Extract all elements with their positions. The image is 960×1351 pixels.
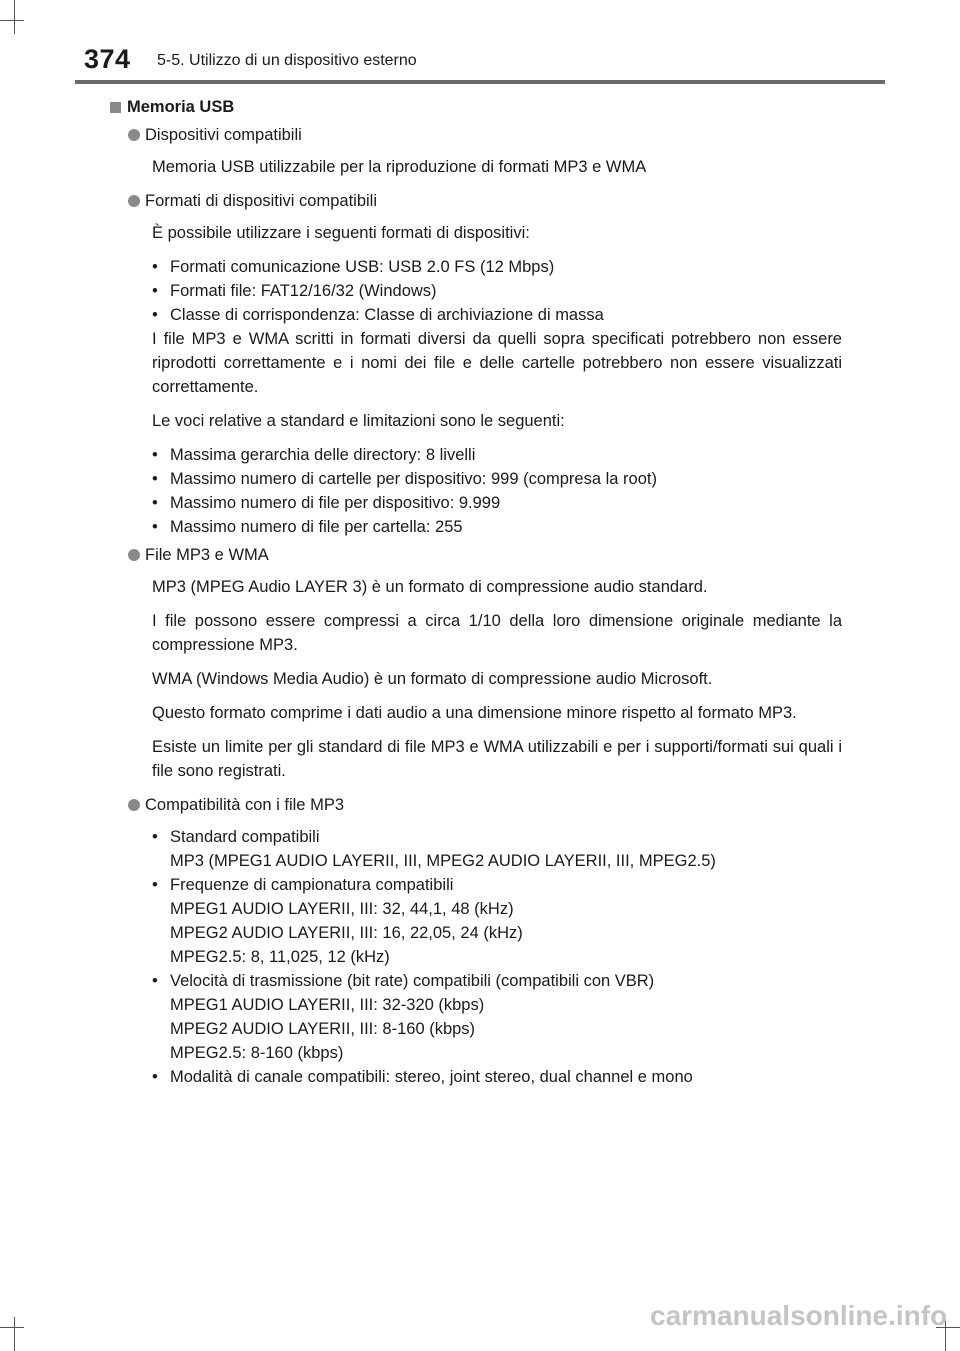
page-number: 374 — [84, 44, 131, 74]
paragraph: WMA (Windows Media Audio) è un formato di compressione audio Microsoft. — [152, 670, 713, 688]
list-item — [152, 825, 842, 873]
square-bullet-icon — [110, 102, 121, 113]
section-heading-text: Memoria USB — [127, 98, 235, 116]
subheading-text: Dispositivi compatibili — [145, 126, 302, 144]
subheading-text: Formati di dispositivi compatibili — [145, 192, 377, 210]
list-item — [152, 1065, 842, 1089]
header-rule — [75, 80, 885, 84]
crop-mark — [14, 0, 15, 34]
subheading-files — [128, 543, 842, 567]
subheading-text: Compatibilità con i file MP3 — [145, 796, 344, 814]
section-title: 5-5. Utilizzo di un dispositivo esterno — [157, 52, 417, 69]
paragraph: I file MP3 e WMA scritti in formati diversi da quelli sopra specificati potrebbero non essere riprodotti correttamente e i nomi dei file e delle cartelle potrebbero non essere visualizzati correttamente. — [152, 330, 842, 396]
paragraph: È possibile utilizzare i seguenti formati di dispositivi: — [152, 224, 530, 242]
subheading-formats — [128, 189, 842, 213]
paragraph: MP3 (MPEG Audio LAYER 3) è un formato di compressione audio standard. — [152, 578, 708, 596]
item-line: MPEG2.5: 8, 11,025, 12 (kHz) — [170, 948, 390, 966]
crop-mark — [0, 20, 24, 21]
paragraph: Le voci relative a standard e limitazioni sono le seguenti: — [152, 412, 565, 430]
paragraph: Esiste un limite per gli standard di file MP3 e WMA utilizzabili e per i supporti/formati sui quali i file sono registrati. — [152, 738, 842, 780]
bullet-list — [152, 825, 842, 1089]
crop-mark — [14, 1317, 15, 1351]
list-item: • Formati file: FAT12/16/32 (Windows) — [152, 279, 842, 303]
item-label: • Standard compatibili — [170, 828, 320, 846]
list-item: • Massimo numero di file per cartella: 255 — [152, 515, 842, 539]
item-line: MPEG2 AUDIO LAYERII, III: 16, 22,05, 24 (kHz) — [170, 924, 523, 942]
bullet-list — [152, 443, 842, 539]
watermark: carmanualsonline.info — [650, 1300, 948, 1331]
circle-bullet-icon — [128, 195, 140, 207]
list-item: • Massima gerarchia delle directory: 8 livelli — [152, 443, 842, 467]
item-label: • Velocità di trasmissione (bit rate) compatibili (compatibili con VBR) — [170, 972, 655, 990]
list-item: • Formati comunicazione USB: USB 2.0 FS (12 Mbps) — [152, 255, 842, 279]
paragraph: I file possono essere compressi a circa 1/10 della loro dimensione originale mediante la compressione MP3. — [152, 612, 842, 654]
paragraph: Questo formato comprime i dati audio a una dimensione minore rispetto al formato MP3. — [152, 704, 797, 722]
paragraph: Memoria USB utilizzabile per la riproduzione di formati MP3 e WMA — [152, 158, 647, 176]
list-item: • Massimo numero di file per dispositivo: 9.999 — [152, 491, 842, 515]
item-line: MPEG1 AUDIO LAYERII, III: 32-320 (kbps) — [170, 996, 485, 1014]
crop-mark — [0, 1327, 24, 1328]
item-line: MPEG1 AUDIO LAYERII, III: 32, 44,1, 48 (kHz) — [170, 900, 514, 918]
list-item: • Massimo numero di cartelle per dispositivo: 999 (compresa la root) — [152, 467, 842, 491]
subheading-compat — [128, 793, 842, 817]
list-item — [152, 969, 842, 1065]
circle-bullet-icon — [128, 549, 140, 561]
circle-bullet-icon — [128, 129, 140, 141]
item-label: • Frequenze di campionatura compatibili — [170, 876, 454, 894]
item-line: MP3 (MPEG1 AUDIO LAYERII, III, MPEG2 AUDIO LAYERII, III, MPEG2.5) — [170, 852, 716, 870]
list-item: • Classe di corrispondenza: Classe di archiviazione di massa — [152, 303, 842, 327]
item-line: MPEG2.5: 8-160 (kbps) — [170, 1044, 344, 1062]
subheading-devices — [128, 123, 842, 147]
circle-bullet-icon — [128, 799, 140, 811]
bullet-list — [152, 255, 842, 327]
page-content — [110, 95, 842, 1089]
list-item — [152, 873, 842, 969]
subheading-text: File MP3 e WMA — [145, 546, 269, 564]
section-heading — [110, 95, 842, 119]
item-line: MPEG2 AUDIO LAYERII, III: 8-160 (kbps) — [170, 1020, 476, 1038]
item-label: • Modalità di canale compatibili: stereo, joint stereo, dual channel e mono — [170, 1068, 693, 1086]
